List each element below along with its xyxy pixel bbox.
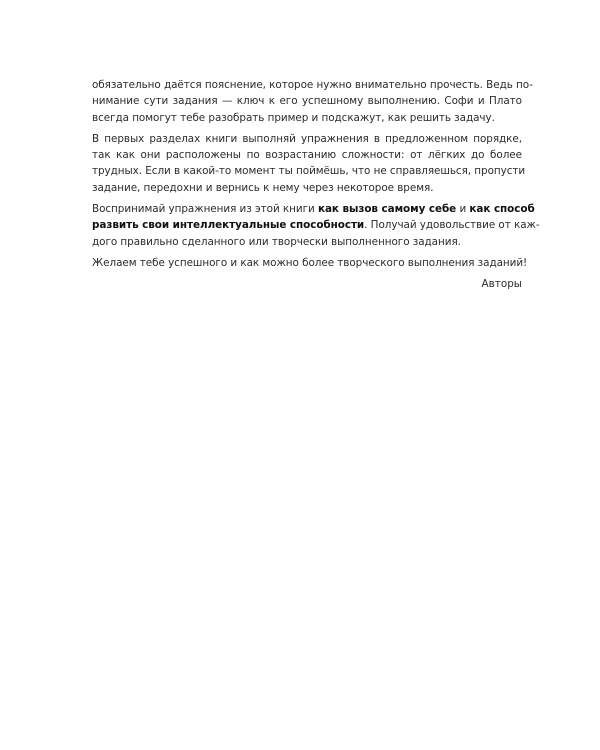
emphasis-way: как способ <box>469 203 535 216</box>
text-line: нимание сути задания — ключ к его успешному выполнению. Софи и Плато <box>92 95 522 108</box>
text-line: трудных. Если в какой-то момент ты поймёшь, что не справляешься, пропусти <box>92 165 526 178</box>
emphasis-challenge: как вызов самому себе <box>317 203 457 216</box>
page-body <box>92 77 540 293</box>
text-line: задание, передохни и вернись к нему через некоторое время. <box>92 181 434 194</box>
paragraph-challenge <box>92 201 540 250</box>
text-fragment: и <box>456 203 470 216</box>
text-line <box>92 217 540 233</box>
text-line: так как они расположены по возрастанию сложности: от лёгких до более <box>92 149 522 162</box>
emphasis-abilities: развить свои интеллектуальные способности <box>92 219 365 232</box>
text-fragment: . Получай удовольствие от каж- <box>364 219 540 232</box>
text-fragment: Воспринимай упражнения из этой книги <box>92 203 318 216</box>
text-line: Желаем тебе успешного и как можно более творческого выполнения заданий! <box>92 256 528 269</box>
text-line <box>92 201 535 217</box>
paragraph-explanation <box>92 77 533 126</box>
signature-authors: Авторы <box>481 278 522 291</box>
paragraph-wish <box>92 255 528 271</box>
paragraph-order <box>92 131 526 196</box>
text-line: В первых разделах книги выполняй упражнения в предложенном порядке, <box>92 132 522 145</box>
text-line: обязательно даётся пояснение, которое нужно внимательно прочесть. Ведь по- <box>92 79 533 91</box>
text-line: дого правильно сделанного или творчески выполненного задания. <box>92 235 461 248</box>
text-line: всегда помогут тебе разобрать пример и подскажут, как решить задачу. <box>92 111 495 124</box>
